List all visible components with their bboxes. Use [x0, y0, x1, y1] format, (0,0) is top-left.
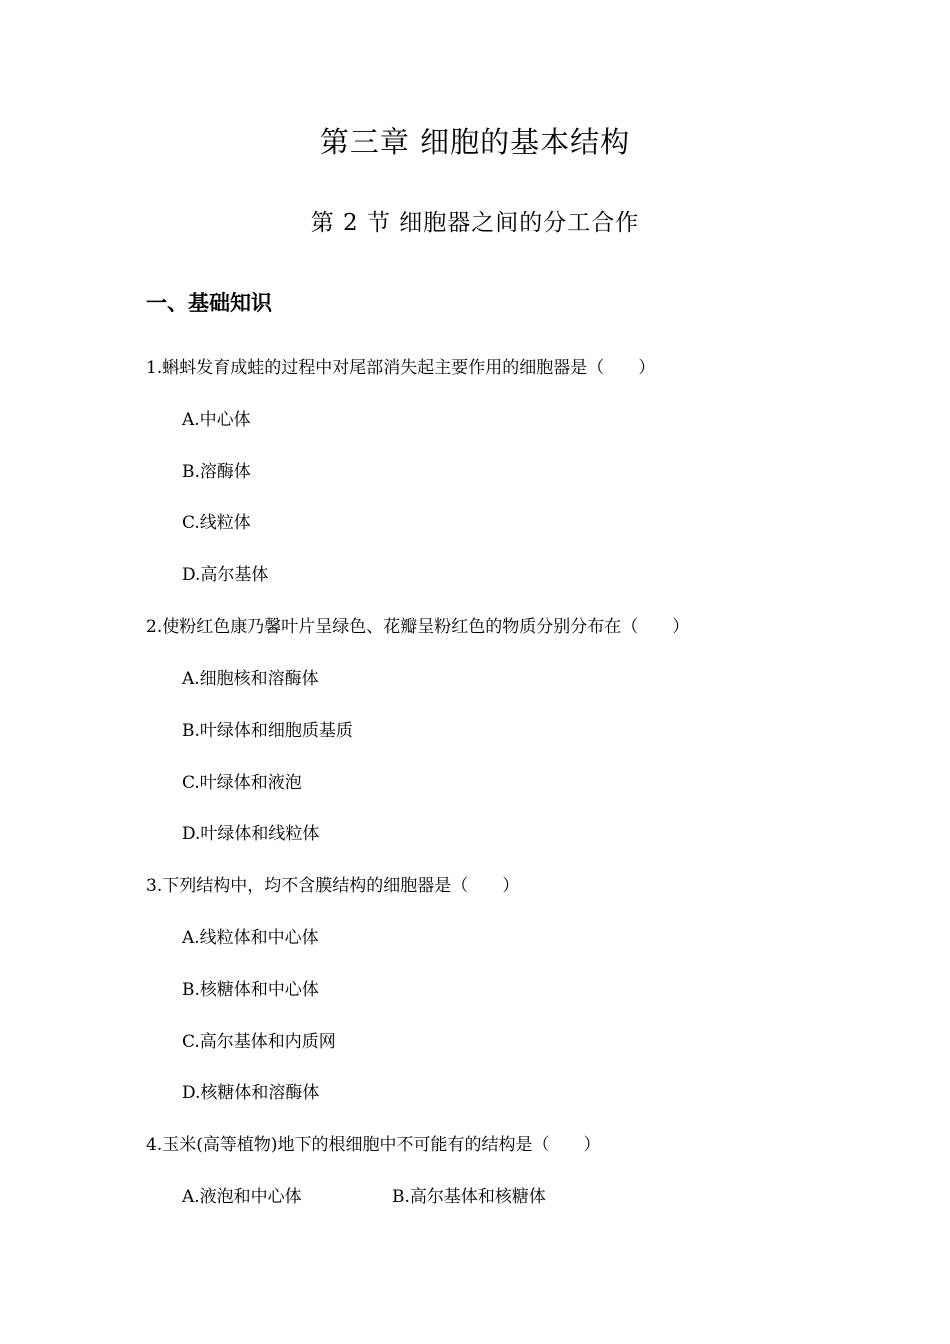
question-1-option-a: A.中心体: [182, 410, 251, 430]
question-1-stem: 1.蝌蚪发育成蛙的过程中对尾部消失起主要作用的细胞器是（ ）: [146, 358, 656, 378]
question-2-option-d: D.叶绿体和线粒体: [182, 824, 320, 844]
part-heading: 一、基础知识: [146, 291, 272, 315]
question-2-stem: 2.使粉红色康乃馨叶片呈绿色、花瓣呈粉红色的物质分别分布在（ ）: [146, 617, 690, 637]
section-title: 第 2 节 细胞器之间的分工合作: [310, 210, 640, 236]
question-4-option-b: B.高尔基体和核糖体: [392, 1187, 546, 1207]
question-1-option-c: C.线粒体: [182, 513, 251, 533]
question-4-option-a: A.液泡和中心体: [182, 1187, 302, 1207]
question-2-option-a: A.细胞核和溶酶体: [182, 669, 319, 689]
question-1-option-d: D.高尔基体: [182, 565, 269, 585]
question-3-option-a: A.线粒体和中心体: [182, 928, 319, 948]
chapter-title: 第三章 细胞的基本结构: [319, 125, 631, 159]
question-3-option-b: B.核糖体和中心体: [182, 980, 319, 1000]
question-2-option-b: B.叶绿体和细胞质基质: [182, 721, 353, 741]
question-3-stem: 3.下列结构中，均不含膜结构的细胞器是（ ）: [146, 876, 520, 896]
question-1-option-b: B.溶酶体: [182, 462, 251, 482]
question-4-stem: 4.玉米(高等植物)地下的根细胞中不可能有的结构是（ ）: [146, 1135, 601, 1155]
question-3-option-c: C.高尔基体和内质网: [182, 1032, 336, 1052]
question-3-option-d: D.核糖体和溶酶体: [182, 1083, 320, 1103]
question-2-option-c: C.叶绿体和液泡: [182, 773, 302, 793]
